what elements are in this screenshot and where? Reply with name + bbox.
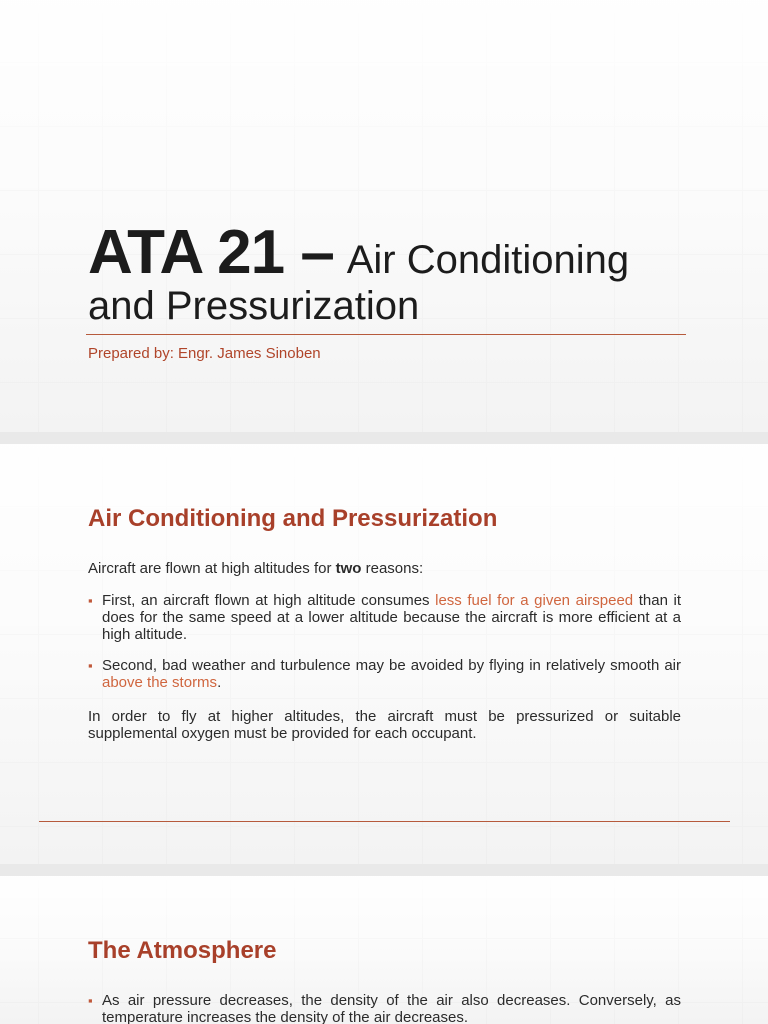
bullet-text: As air pressure decreases, the density of the air also decreases. Conversely, as temperature increases the density of the air decreases. [102, 992, 681, 1024]
bullet-text-end: . [217, 674, 222, 691]
bullet-text: Second, bad weather and turbulence may be avoided by flying in relatively smooth air [102, 657, 681, 674]
list-item [88, 592, 681, 643]
title-slide [0, 0, 768, 432]
slide-title [88, 218, 630, 287]
title-topic-continued: and Pressurization [88, 284, 420, 328]
title-divider [86, 334, 686, 335]
slide-heading: The Atmosphere [88, 937, 277, 964]
intro-text-start: Aircraft are flown at high altitudes for [88, 560, 336, 577]
intro-emphasis: two [335, 560, 362, 577]
title-topic: Air Conditioning [346, 238, 630, 282]
bullet-list [88, 992, 681, 1024]
title-code: ATA 21 – [88, 218, 334, 287]
intro-text-end: reasons: [361, 560, 424, 577]
closing-paragraph: In order to fly at higher altitudes, the aircraft must be pressurized or suitable supplemental oxygen must be provided for each occupant. [88, 708, 681, 742]
bullet-highlight: above the storms [102, 674, 218, 691]
content-slide-atmosphere [0, 876, 768, 1024]
bullet-text: First, an aircraft flown at high altitude consumes [102, 592, 436, 609]
author-line: Prepared by: Engr. James Sinoben [88, 345, 321, 362]
bullet-text-end: than it does for the same speed at a lower altitude because the aircraft is more efficient at a high altitude. [102, 592, 681, 643]
bullet-marker-icon: ▪ [88, 593, 93, 608]
bullet-marker-icon: ▪ [88, 658, 93, 673]
list-item [88, 992, 681, 1024]
list-item [88, 657, 681, 691]
bullet-list [88, 592, 681, 705]
bullet-highlight: less fuel for a given airspeed [435, 592, 634, 609]
bullet-marker-icon: ▪ [88, 993, 93, 1008]
footer-divider [39, 821, 730, 822]
intro-paragraph [88, 560, 681, 577]
content-slide-air-conditioning [0, 444, 768, 864]
slide-heading: Air Conditioning and Pressurization [88, 505, 498, 532]
